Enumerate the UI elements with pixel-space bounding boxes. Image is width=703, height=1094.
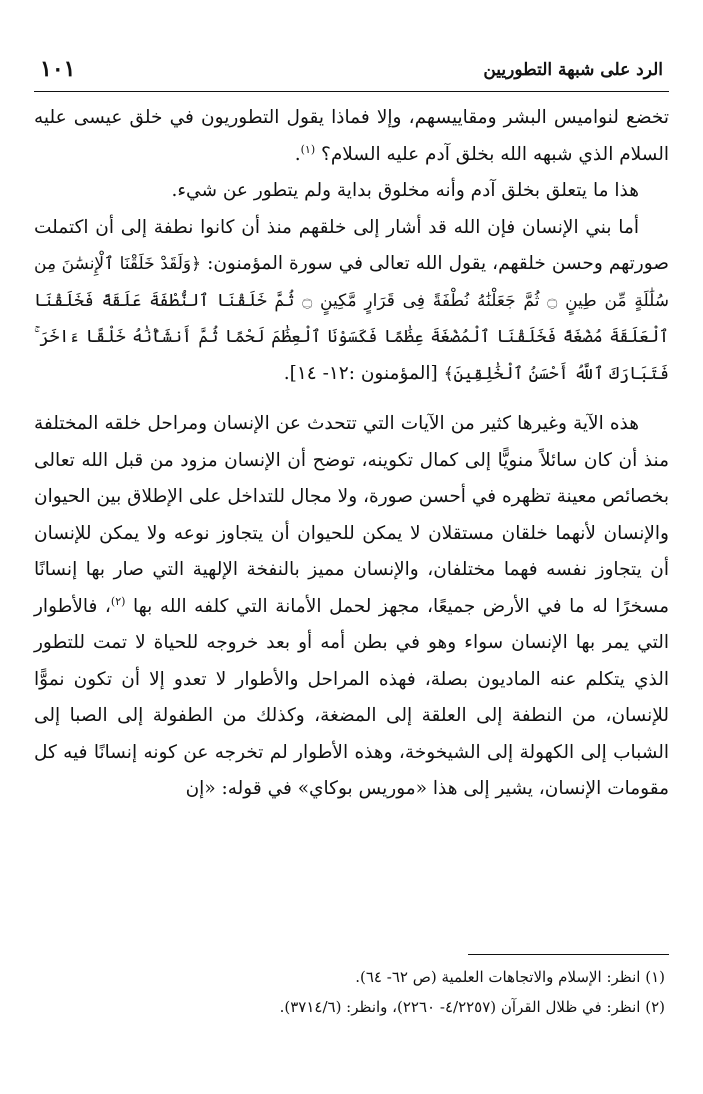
- page-number: ١٠١: [40, 56, 76, 82]
- running-title: الرد على شبهة التطوريين: [483, 60, 663, 80]
- paragraph-1-end: .: [294, 143, 301, 165]
- paragraph-4-text-a: هذه الآية وغيرها كثير من الآيات التي تتحدث عن الإنسان ومراحل خلقه المختلفة منذ أن كان سائلاً منويًّا إلى كمال تكوينه، توضح أن الإنسان مزود من قبل الله تعالى بخصائص معينة تظهره في أحسن صورة، ولا مجال للتداخل على الإطلاق بين الحيوان والإنسان لأنهما خلقان مستقلان لا يمكن للحيوان أن يتجاوز نوعه ولا يمكن للإنسان أن يتجاوز نفسه فهما مختلفان، والإنسان مميز بالنفخة الإلهية التي صار بها إنسانًا مسخرًا له ما في الأرض جميعًا، مجهز لحمل الأمانة التي كلفه الله بها: [34, 413, 669, 617]
- footnote-ref-2: (٢): [110, 594, 126, 608]
- footnotes: [34, 962, 669, 1022]
- paragraph-1: [34, 100, 669, 173]
- main-text: [34, 100, 669, 808]
- paragraph-1-text: تخضع لنواميس البشر ومقاييسهم، وإلا فماذا يقول التطوريون في خلق عيسى عليه السلام الذي شبهه الله بخلق آدم عليه السلام؟: [34, 107, 669, 165]
- footnote-ref-1: (١): [300, 142, 316, 156]
- header-divider: [34, 91, 669, 92]
- quran-verse: ﴿وَلَقَدْ خَلَقْنَا ٱلْإِنسَٰنَ مِن سُلَٰلَةٍ مِّن طِينٍ ۝ ثُمَّ جَعَلْنَٰهُ نُطْفَةً فِى قَرَارٍ مَّكِينٍ ۝ ثُمَّ خَلَقْنَا ٱلنُّطْفَةَ عَلَقَةً فَخَلَقْنَا ٱلْعَلَقَةَ مُضْغَةً فَخَلَقْنَا ٱلْمُضْغَةَ عِظَٰمًا فَكَسَوْنَا ٱلْعِظَٰمَ لَحْمًا ثُمَّ أَنشَأْنَٰهُ خَلْقًا ءَاخَرَ ۚ فَتَبَارَكَ ٱللَّهُ أَحْسَنُ ٱلْخَٰلِقِينَ﴾: [34, 254, 669, 384]
- paragraph-4: [34, 406, 669, 808]
- paragraph-2: هذا ما يتعلق بخلق آدم وأنه مخلوق بداية ولم يتطور عن شيء.: [171, 180, 639, 201]
- footnote-divider: [468, 954, 669, 955]
- paragraph-3: [34, 210, 669, 393]
- footnote-1: (١) انظر: الإسلام والاتجاهات العلمية (ص ٦٢- ٦٤).: [355, 968, 665, 986]
- paragraph-3-text: أما بني الإنسان فإن الله قد أشار إلى خلقهم منذ أن كانوا نطفة إلى أن اكتملت صورتهم وحسن خلقهم، يقول الله تعالى في سورة المؤمنون:: [34, 216, 670, 274]
- footnote-2: (٢) انظر: في ظلال القرآن (٤/٢٢٥٧- ٢٢٦٠)، وانظر: (٣٧١٤/٦).: [279, 998, 665, 1016]
- paragraph-4-text-b: ، فالأطوار التي يمر بها الإنسان سواء وهو في بطن أمه أو بعد خروجه للحياة لا تمت للتطور الذي يتكلم عنه الماديون بصلة، فهذه المراحل والأطوار لا تعدو إلا أن تكون نموًّا للإنسان، من النطفة إلى العلقة إلى المضغة، وكذلك من الطفولة إلى الصبا إلى الشباب إلى الكهولة إلى الشيخوخة، وهذه الأطوار لم تخرجه عن كونه إنسانًا فيه كل مقومات الإنسان، يشير إلى هذا «موريس بوكاي» في قوله: «إن: [34, 595, 669, 799]
- page-header: [34, 56, 669, 90]
- verse-reference: [المؤمنون :١٢- ١٤].: [283, 362, 438, 384]
